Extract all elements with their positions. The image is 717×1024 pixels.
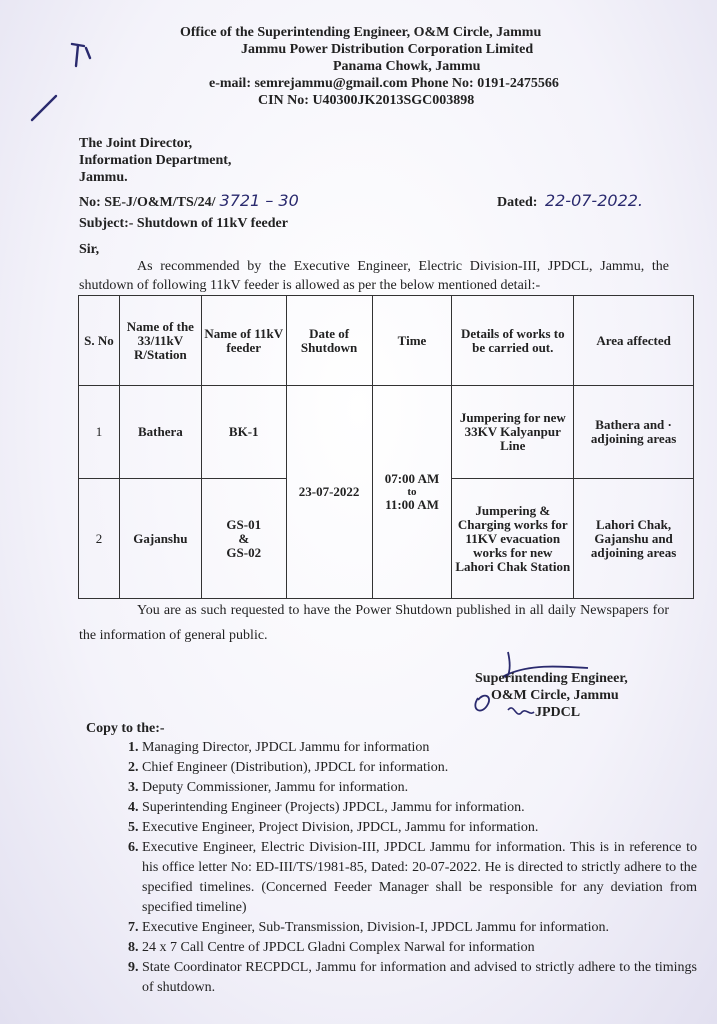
cell-works: Jumpering for new 33KV Kalyanpur Line <box>452 386 574 479</box>
cell-feeder: BK-1 <box>201 386 286 479</box>
cell-sno: 2 <box>79 479 120 599</box>
cell-works: Jumpering & Charging works for 11KV evacuation works for new Lahori Chak Station <box>452 479 574 599</box>
time-from: 07:00 AM <box>384 471 440 486</box>
reference-handwritten-number: 3721 – 30 <box>219 191 299 210</box>
header-time: Time <box>372 296 452 386</box>
cell-date: 23-07-2022 <box>286 386 372 599</box>
date-line <box>497 191 643 211</box>
header-station: Name of the 33/11kV R/Station <box>119 296 201 386</box>
reference-number <box>79 191 299 211</box>
dated-value: 22-07-2022. <box>544 191 644 210</box>
addressee <box>79 135 231 186</box>
list-item: 9. State Coordinator RECPDCL, Jammu for information and advised to strictly adhere to the timings of shutdown. <box>142 958 697 998</box>
header-sno: S. No <box>79 296 120 386</box>
signatory-circle: O&M Circle, Jammu <box>491 688 619 703</box>
letterhead-contact: e-mail: semrejammu@gmail.com Phone No: 0191-2475566 <box>209 76 559 91</box>
list-item: 4. Superintending Engineer (Projects) JPDCL, Jammu for information. <box>142 798 697 818</box>
signatory-title: Superintending Engineer, <box>475 671 628 686</box>
header-works: Details of works to be carried out. <box>452 296 574 386</box>
closing-paragraph: You are as such requested to have the Power Shutdown published in all daily Newspapers for the information of general public. <box>79 603 669 643</box>
time-to: 11:00 AM <box>385 497 439 512</box>
cell-feeder <box>201 479 286 599</box>
addressee-line: Jammu. <box>79 170 128 185</box>
time-to-word: to <box>407 486 417 498</box>
header-area: Area affected <box>574 296 694 386</box>
cell-station: Bathera <box>119 386 201 479</box>
salutation: Sir, <box>79 242 100 257</box>
list-item: 1. Managing Director, JPDCL Jammu for information <box>142 738 697 758</box>
list-item: 8. 24 x 7 Call Centre of JPDCL Gladni Complex Narwal for information <box>142 938 697 958</box>
intro-paragraph: As recommended by the Executive Engineer, Electric Division-III, JPDCL, Jammu, the shutdown of following 11kV feeder is allowed as per the below mentioned detail:- <box>79 259 669 293</box>
list-item: 7. Executive Engineer, Sub-Transmission, Division-I, JPDCL Jammu for information. <box>142 918 697 938</box>
table-header-row <box>79 296 694 386</box>
cell-station: Gajanshu <box>119 479 201 599</box>
shutdown-table <box>78 295 694 599</box>
copy-to-list <box>118 738 697 998</box>
table-row <box>79 386 694 479</box>
cell-area: Lahori Chak, Gajanshu and adjoining areas <box>574 479 694 599</box>
cell-sno: 1 <box>79 386 120 479</box>
letterhead-office: Office of the Superintending Engineer, O&M Circle, Jammu <box>180 25 542 40</box>
letterhead-company: Jammu Power Distribution Corporation Limited <box>241 42 534 57</box>
addressee-line: Information Department, <box>79 153 232 168</box>
addressee-line: The Joint Director, <box>79 136 193 151</box>
subject-line: Subject:- Shutdown of 11kV feeder <box>79 216 288 231</box>
cell-time <box>372 386 452 599</box>
header-date: Date of Shutdown <box>286 296 372 386</box>
dated-label: Dated: <box>497 195 538 210</box>
list-item: 3. Deputy Commissioner, Jammu for information. <box>142 778 697 798</box>
letterhead-cin: CIN No: U40300JK2013SGC003898 <box>258 93 475 108</box>
list-item: 6. Executive Engineer, Electric Division-III, JPDCL Jammu for information. This is in reference to his office letter No: ED-III/TS/1981-85, Dated: 20-07-2022. He is directed to strictly adhere to the specified timelines. (Concerned Feeder Manager shall be responsible for any deviation from specified timeline) <box>142 838 697 918</box>
reference-prefix: No: SE-J/O&M/TS/24/ <box>79 195 216 210</box>
feeder-amp: & <box>238 530 250 546</box>
feeder-line: GS-01 <box>226 516 262 532</box>
feeder-line: GS-02 <box>226 544 262 560</box>
signatory-block <box>475 670 628 721</box>
list-item: 2. Chief Engineer (Distribution), JPDCL for information. <box>142 758 697 778</box>
cell-area: Bathera and · adjoining areas <box>574 386 694 479</box>
header-feeder: Name of 11kV feeder <box>201 296 286 386</box>
list-item: 5. Executive Engineer, Project Division, JPDCL, Jammu for information. <box>142 818 697 838</box>
signatory-org: JPDCL <box>535 705 581 720</box>
copy-to-heading: Copy to the:- <box>86 721 165 736</box>
letterhead-address: Panama Chowk, Jammu <box>333 59 481 74</box>
letterhead <box>0 24 717 109</box>
